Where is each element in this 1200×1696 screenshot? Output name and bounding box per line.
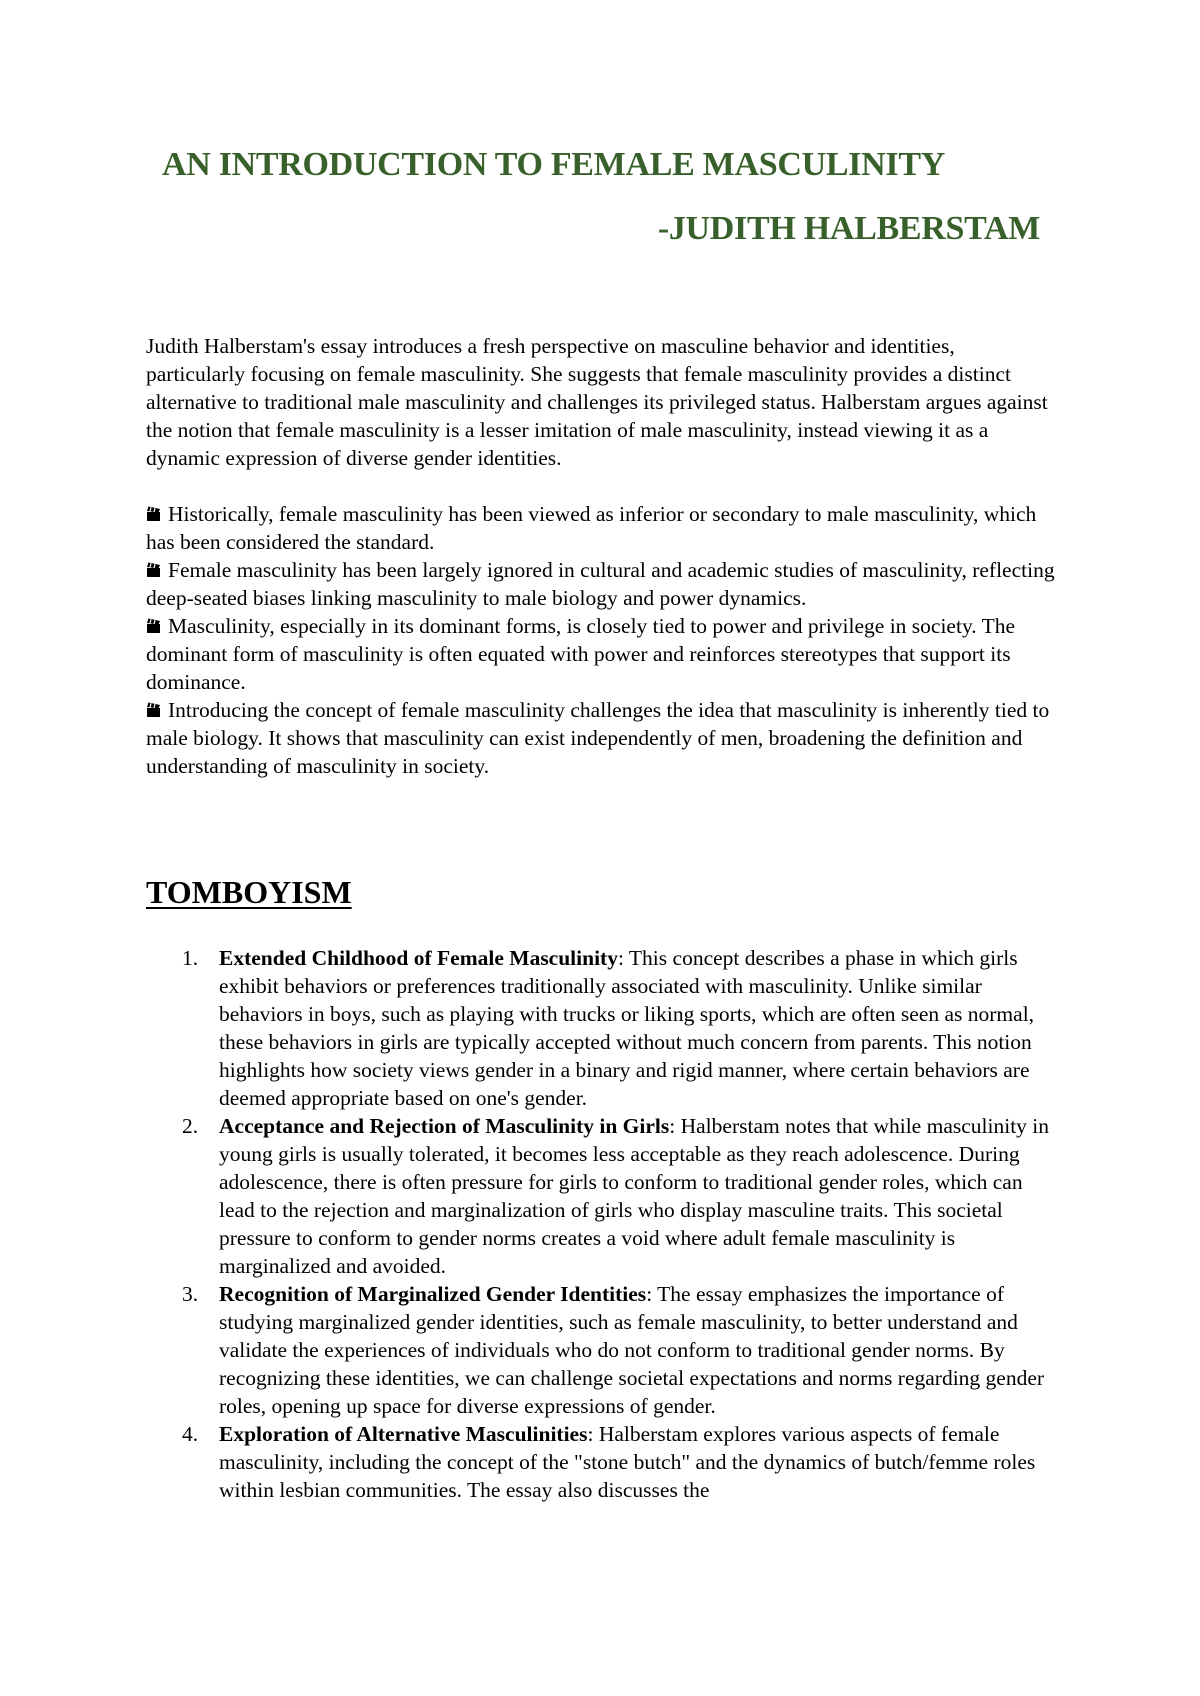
list-item-term: Acceptance and Rejection of Masculinity in Girls [219, 1114, 670, 1138]
list-number: 1. [182, 946, 199, 970]
bullet-item [146, 556, 1056, 612]
intro-paragraph: Judith Halberstam's essay introduces a fresh perspective on masculine behavior and identities, particularly focusing on female masculinity. She suggests that female masculinity provides a distinct alternative to traditional male masculinity and challenges its privileged status. Halberstam argues against the notion that female masculinity is a lesser imitation of male masculinity, instead viewing it as a dynamic expression of diverse gender identities. [146, 334, 1048, 470]
list-item-text: : This concept describes a phase in which girls exhibit behaviors or preferences traditionally associated with masculinity. Unlike similar behaviors in boys, such as playing with trucks or liking sports, which are often seen as normal, these behaviors in girls are typically accepted without much concern from parents. This notion highlights how society views gender in a binary and rigid manner, where certain behaviors are deemed appropriate based on one's gender. [219, 946, 1035, 1110]
document-title: AN INTRODUCTION TO FEMALE MASCULINITY [162, 146, 945, 183]
list-item-text: : Halberstam explores various aspects of female masculinity, including the concept of the "stone butch" and the dynamics of butch/femme roles within lesbian communities. The essay also discusses the [219, 1422, 1036, 1502]
bullet-text: Historically, female masculinity has been viewed as inferior or secondary to male masculinity, which has been considered the standard. [146, 502, 1037, 554]
section-heading: TOMBOYISM [146, 874, 352, 910]
list-item-term: Recognition of Marginalized Gender Identities [219, 1282, 647, 1306]
clapperboard-icon [146, 506, 162, 522]
list-item [146, 1420, 1056, 1504]
bullet-item [146, 696, 1056, 780]
list-item [146, 944, 1056, 1112]
list-item-term: Extended Childhood of Female Masculinity [219, 946, 618, 970]
bullet-text: Introducing the concept of female masculinity challenges the idea that masculinity is inherently tied to male biology. It shows that masculinity can exist independently of men, broadening the definition and understanding of masculinity in society. [146, 698, 1050, 778]
list-item-term: Exploration of Alternative Masculinities [219, 1422, 588, 1446]
bullet-item [146, 612, 1056, 696]
list-item-text: : Halberstam notes that while masculinity in young girls is usually tolerated, it becomes less acceptable as they reach adolescence. During adolescence, there is often pressure for girls to conform to traditional gender roles, which can lead to the rejection and marginalization of girls who display masculine traits. This societal pressure to conform to gender norms creates a void where adult female masculinity is marginalized and avoided. [219, 1114, 1050, 1278]
document-author: -JUDITH HALBERSTAM [657, 210, 1040, 247]
list-item [146, 1280, 1056, 1420]
list-item [146, 1112, 1056, 1280]
bullet-text: Female masculinity has been largely ignored in cultural and academic studies of masculinity, reflecting deep-seated biases linking masculinity to male biology and power dynamics. [146, 558, 1055, 610]
numbered-list [146, 944, 1056, 1504]
bullet-item [146, 500, 1056, 556]
list-number: 3. [182, 1282, 199, 1306]
list-number: 4. [182, 1422, 199, 1446]
bullet-list [146, 500, 1056, 780]
clapperboard-icon [146, 618, 162, 634]
list-number: 2. [182, 1114, 199, 1138]
bullet-text: Masculinity, especially in its dominant forms, is closely tied to power and privilege in society. The dominant form of masculinity is often equated with power and reinforces stereotypes that support its dominance. [146, 614, 1016, 694]
clapperboard-icon [146, 562, 162, 578]
clapperboard-icon [146, 702, 162, 718]
list-item-text: : The essay emphasizes the importance of studying marginalized gender identities, such as female masculinity, to better understand and validate the experiences of individuals who do not conform to traditional gender norms. By recognizing these identities, we can challenge societal expectations and norms regarding gender roles, opening up space for diverse expressions of gender. [219, 1282, 1045, 1418]
